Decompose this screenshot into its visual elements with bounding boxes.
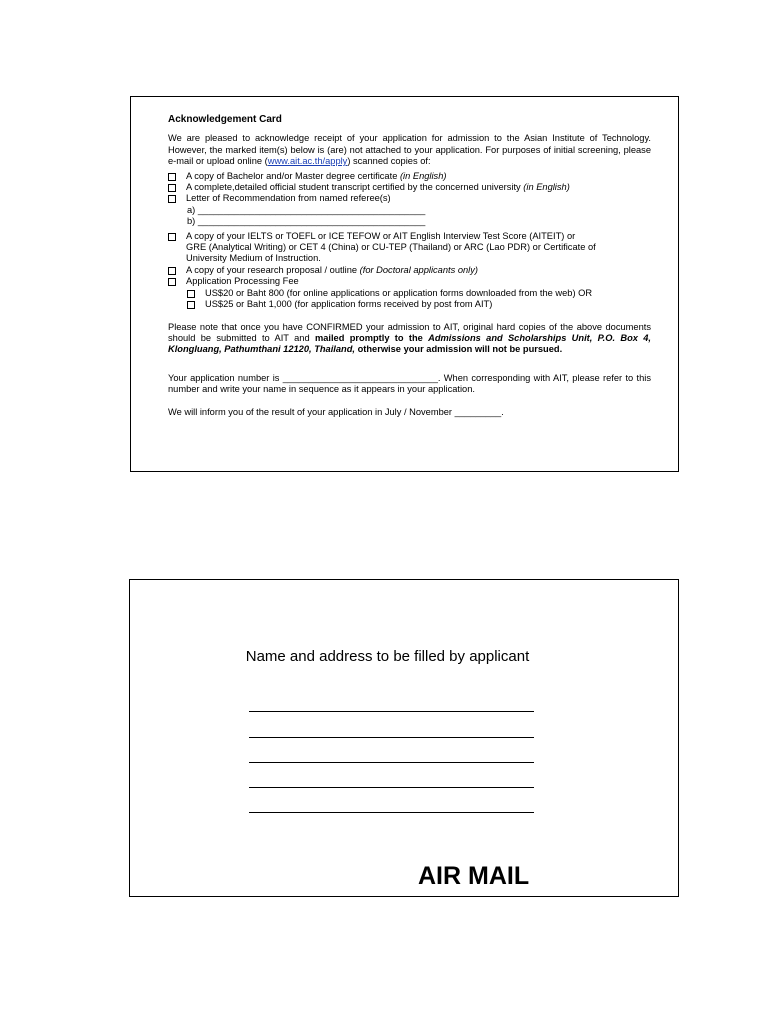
list-item: Letter of Recommendation from named referee(s) bbox=[168, 193, 651, 204]
checkbox-icon[interactable] bbox=[168, 267, 176, 275]
checkbox-icon[interactable] bbox=[168, 233, 176, 241]
checkbox-icon[interactable] bbox=[168, 184, 176, 192]
fee-option: US$20 or Baht 800 (for online applications or application forms downloaded from the web) OR bbox=[168, 288, 651, 299]
referee-b-line: b) ____________________________________________ bbox=[187, 216, 426, 227]
checkbox-icon[interactable] bbox=[168, 173, 176, 181]
referee-a-line: a) ____________________________________________ bbox=[187, 204, 426, 215]
list-item: A copy of your research proposal / outline (for Doctoral applicants only) bbox=[168, 265, 651, 276]
list-item: A copy of your IELTS or TOEFL or ICE TEFOW or AIT English Interview Test Score (AITEIT) or bbox=[168, 231, 651, 242]
card-title: Acknowledgement Card bbox=[168, 114, 282, 125]
airmail-label: AIR MAIL bbox=[418, 862, 530, 890]
address-heading: Name and address to be filled by applicant bbox=[245, 648, 530, 665]
checkbox-icon[interactable] bbox=[187, 290, 195, 298]
apply-link[interactable]: www.ait.ac.th/apply bbox=[267, 156, 348, 167]
intro-paragraph: We are pleased to acknowledge receipt of your application for admission to the Asian Institute of Technology. However, the marked item(s) below is (are) not attached to your application. For purposes of initial screening, please e-mail or upload online (www.ait.ac.th/apply) scanned copies of: bbox=[168, 133, 651, 167]
checklist bbox=[168, 171, 651, 311]
list-item-continuation: University Medium of Instruction. bbox=[186, 253, 321, 264]
application-number-paragraph: Your application number is ______________________________. When corresponding with AIT, please refer to this number and write your name in sequence as it appears in your application. bbox=[168, 372, 651, 395]
checkbox-icon[interactable] bbox=[187, 301, 195, 309]
list-item-continuation: GRE (Analytical Writing) or CET 4 (China) or CU-TEP (Thailand) or ARC (Lao PDR) or Certificate of bbox=[186, 242, 596, 253]
acknowledgement-card-body bbox=[168, 114, 651, 418]
fee-option: US$25 or Baht 1,000 (for application forms received by post from AIT) bbox=[168, 299, 651, 310]
address-line-4[interactable] bbox=[249, 787, 534, 788]
submission-note: Please note that once you have CONFIRMED your admission to AIT, original hard copies of the above documents should be submitted to AIT and mailed promptly to the Admissions and Scholarships Unit, P.O. Box 4, Klongluang, Pathumthani 12120, Thailand, otherwise your admission will not be pursued. bbox=[168, 321, 651, 355]
list-item: A complete,detailed official student transcript certified by the concerned university (in English) bbox=[168, 182, 651, 193]
checkbox-icon[interactable] bbox=[168, 195, 176, 203]
checkbox-icon[interactable] bbox=[168, 278, 176, 286]
address-line-5[interactable] bbox=[249, 812, 534, 813]
list-item: Application Processing Fee bbox=[168, 276, 651, 287]
address-line-2[interactable] bbox=[249, 737, 534, 738]
address-line-1[interactable] bbox=[249, 711, 534, 712]
acknowledgement-card bbox=[130, 96, 679, 472]
result-paragraph: We will inform you of the result of your application in July / November _________. bbox=[168, 406, 504, 417]
address-card bbox=[129, 579, 679, 897]
list-item: A copy of Bachelor and/or Master degree certificate (in English) bbox=[168, 171, 651, 182]
address-line-3[interactable] bbox=[249, 762, 534, 763]
